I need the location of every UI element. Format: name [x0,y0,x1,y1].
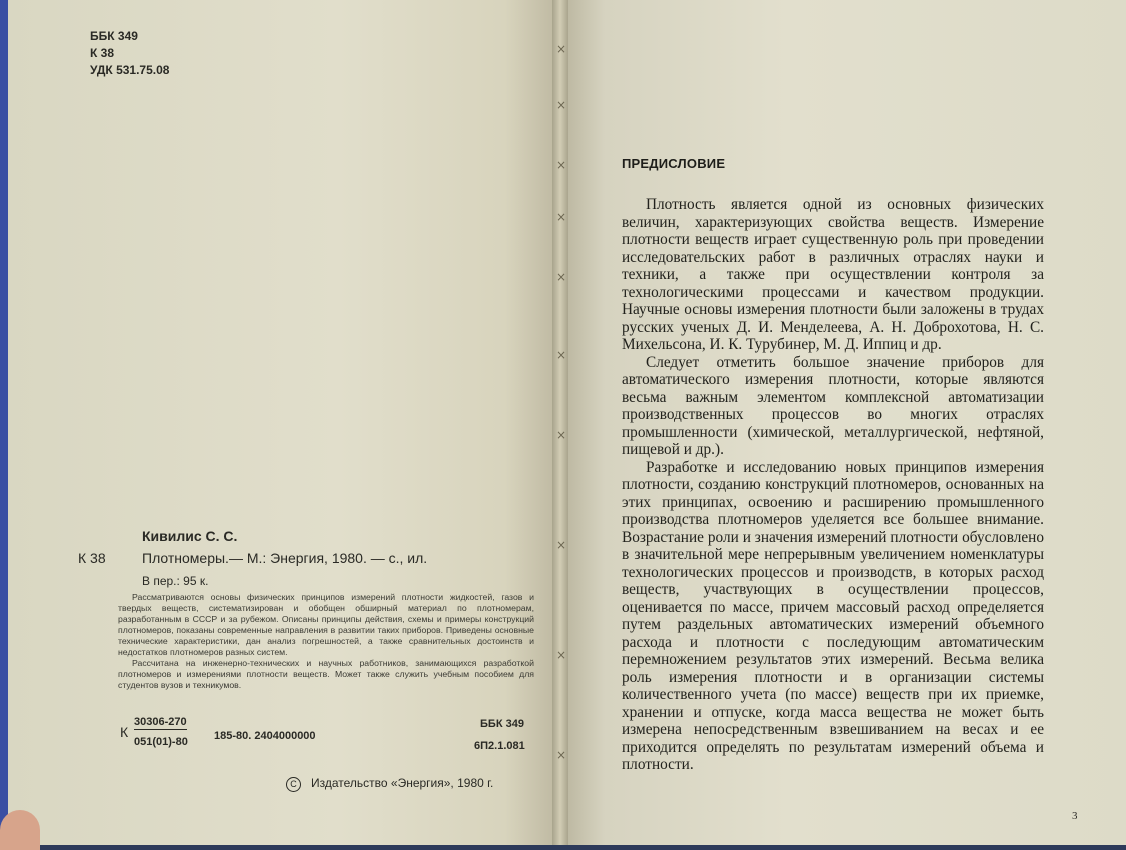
binding-stitch: × [556,210,567,224]
binding-stitch: × [556,98,567,112]
binding-stitch: × [556,428,567,442]
binding-stitch: × [556,538,567,552]
price: В пер.: 95 к. [142,574,209,588]
finger-edge [0,810,40,850]
binding-stitch: × [556,748,567,762]
preface-paragraph: Плотность является одной из основных физических величин, характеризующих свойства веществ. Измерение плотности веществ играет существенную роль при проведении исследовательских работ в различных отраслях науки и техники, а также при осуществлении контроля за технологическими процессами и качеством продукции. Научные основы измерения плотности были заложены в трудах русских ученых Д. И. Менделеева, А. Н. Доброхотова, Н. С. Михельсона, И. К. Турубинер, М. Д. Иппиц и др. [622,196,1044,353]
binding-stitch: × [556,270,567,284]
binding-stitch: × [556,42,567,56]
code-bbk: ББК 349 [90,29,138,43]
preface-body [622,196,1044,774]
book-gutter [552,0,568,845]
classification-codes [90,28,169,79]
bibliographic-title: Плотномеры.— М.: Энергия, 1980. — с., ил. [142,550,428,566]
copyright-text: Издательство «Энергия», 1980 г. [311,776,494,790]
copyright-icon: С [286,777,301,792]
preface-paragraph: Разработке и исследованию новых принципов измерения плотности, созданию конструкций плотномеров, основанных на этих принципах, освоению и расширению промышленного производства плотномеров уделяется все большее внимание. Возрастание роли и значения измерений плотности обусловлено в значительной мере непрерывным увеличением номенклатуры технологических процессов и производств, в которых расход веществ, участвующих в осуществлении процессов, оценивается по массе, причем массовый расход определяется путем раздельных автоматических измерений объемного расхода и плотности с последующим автоматическим перемножением результатов этих измерений. Весьма велика роль измерения плотности и в организации системы количественного учета (по массе) веществ при их приемке, хранении и отпуске, когда масса вещества не может быть измерена непосредственным взвешиванием на весах и ее приходится определять по результатам измерений объема и плотности. [622,458,1044,773]
preface-paragraph: Следует отметить большое значение приборов для автоматического измерения плотности, которые являются весьма важным элементом комплексной автоматизации производственных процессов во многих отраслях промышленности (химической, металлургической, нефтяной, пищевой и др.). [622,353,1044,458]
binding-stitch: × [556,348,567,362]
code-udk: УДК 531.75.08 [90,63,170,77]
copyright-line [286,776,493,792]
binding-stitch: × [556,648,567,662]
binding-stitch: × [556,158,567,172]
fraction-denominator: 051(01)-80 [134,736,188,748]
page-number: 3 [1072,810,1078,822]
bbk-code-right-2: 6П2.1.081 [474,740,525,752]
section-heading: ПРЕДИСЛОВИЕ [622,156,726,171]
fraction-letter: К [120,724,129,740]
catalog-code: К 38 [78,550,106,566]
bbk-code-right: ББК 349 [480,718,524,730]
fraction-index: 185-80. 2404000000 [214,730,316,742]
author-name: Кивилис С. С. [142,528,238,544]
code-k: К 38 [90,46,115,60]
abstract-paragraph: Рассчитана на инженерно-технических и научных работников, занимающихся разработкой плотномеров и измерениями плотности веществ. Может также служить учебным пособием для студентов вузов и техникумов. [118,658,534,690]
left-page [8,0,560,845]
abstract [118,592,534,691]
fraction-numerator: 30306-270 [134,716,187,728]
abstract-paragraph: Рассматриваются основы физических принципов измерений плотности жидкостей, газов и твердых веществ, систематизирован и обобщен обширный материал по плотномерам, разработанным в СССР и за рубежом. Описаны принципы действия, схемы и примеры конструкций плотномеров, показаны современные направления в развитии таких приборов. Приведены основные технические характеристики, дан анализ погрешностей, а также сравнительных достоинств и недостатков плотномеров разных систем. [118,592,534,657]
